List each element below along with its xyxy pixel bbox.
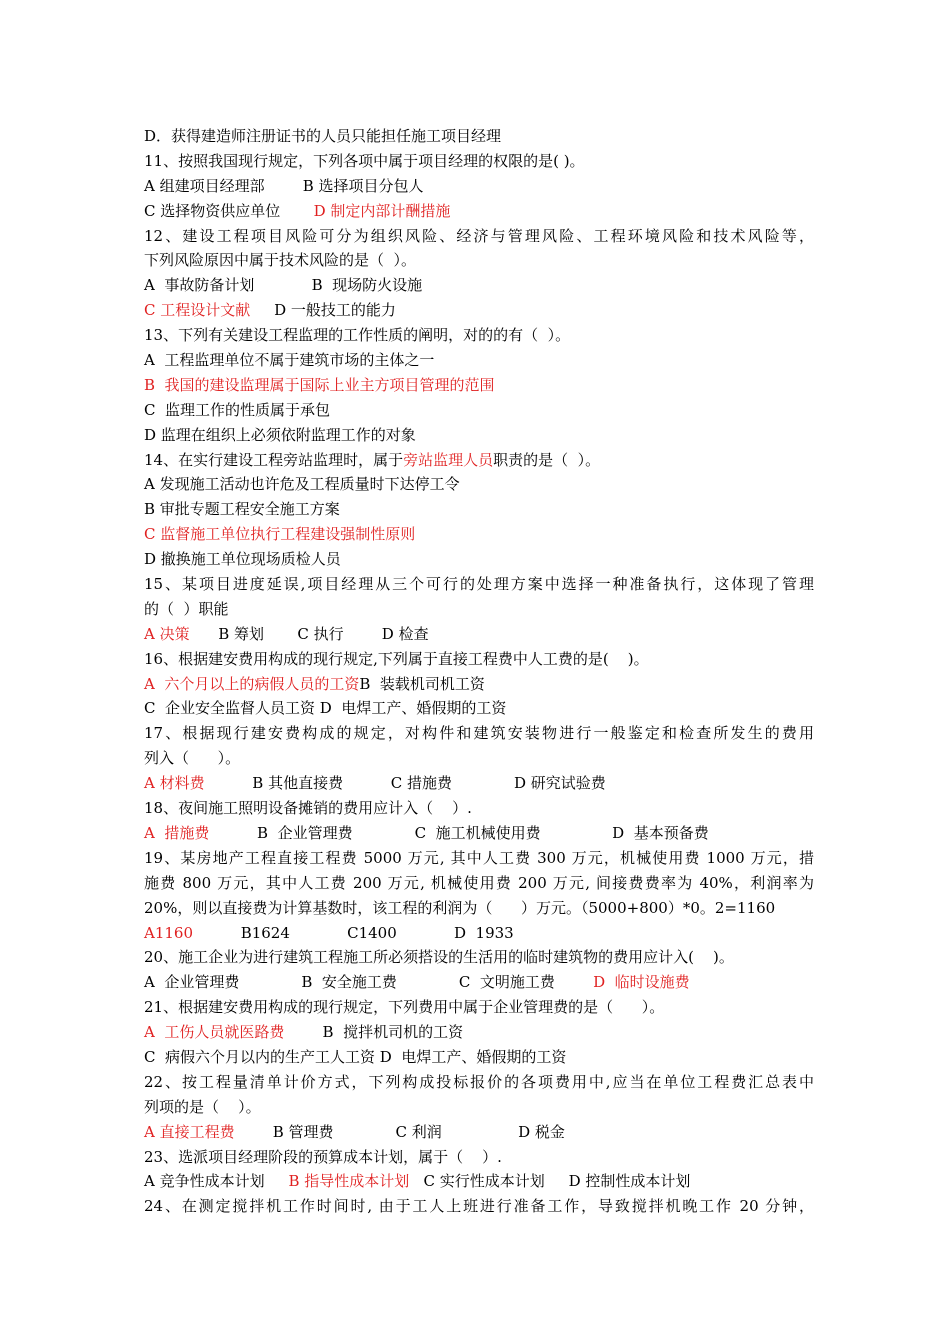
text-segment: 18、夜间施工照明设备摊销的费用应计入（ ）.: [144, 799, 472, 818]
text-segment: 19、某房地产工程直接工程费 5000 万元, 其中人工费 300 万元，机械使用费 1000 万元，措: [144, 848, 814, 867]
text-line: [144, 1045, 814, 1070]
text-line: [144, 1145, 814, 1170]
text-line: [144, 970, 814, 995]
text-line: [144, 1095, 814, 1120]
text-segment: D．获得建造师注册证书的人员只能担任施工项目经理: [144, 127, 502, 145]
text-line: [144, 224, 814, 249]
text-segment: A 企业管理费 B 安全施工费 C 文明施工费: [144, 973, 594, 992]
text-segment: A 竞争性成本计划: [144, 1172, 289, 1191]
answer-text: C: [144, 525, 161, 544]
text-segment: A 发现施工活动也许危及工程质量时下达停工令: [144, 475, 460, 494]
text-line: [144, 896, 814, 921]
answer-text: A 六个月以上的病假人员的工资: [144, 674, 360, 693]
text-segment: B 企业管理费 C 施工机械使用费 D 基本预备费: [209, 823, 709, 842]
text-line: [144, 547, 814, 572]
answer-text: A 材料费: [144, 774, 205, 793]
text-line: [144, 423, 814, 448]
text-line: [144, 672, 814, 697]
answer-text: B 指导性成本计划: [288, 1172, 410, 1191]
text-segment: 列项的是（ ）。: [144, 1097, 261, 1116]
text-segment: 22、按工程量清单计价方式，下列构成投标报价的各项费用中,应当在单位工程费汇总表中: [144, 1072, 814, 1091]
text-segment: B 管理费 C 利润 D 税金: [234, 1122, 565, 1141]
text-line: [144, 1120, 814, 1145]
text-segment: 20%，则以直接费为计算基数时，该工程的利润为（ ）万元。（5000+800）*0。2=1160: [144, 898, 776, 917]
text-segment: B 审批专题工程安全施工方案: [144, 500, 340, 519]
text-segment: C 选择物资供应单位: [144, 201, 314, 220]
text-line: [144, 821, 814, 846]
text-line: [144, 721, 814, 746]
answer-text: A 直接工程费: [144, 1122, 235, 1141]
text-line: [144, 124, 814, 149]
text-line: [144, 448, 814, 473]
text-line: [144, 572, 814, 597]
text-line: [144, 522, 814, 547]
text-line: [144, 696, 814, 721]
text-segment: D 撤换施工单位现场质检人员: [144, 550, 341, 569]
text-line: [144, 945, 814, 970]
text-line: [144, 995, 814, 1020]
text-segment: 施费 800 万元，其中人工费 200 万元, 机械使用费 200 万元, 间接费费率为 40%，利润率为: [144, 873, 814, 892]
text-segment: 14、在实行建设工程旁站监理时，属于: [144, 450, 404, 469]
answer-text: C 工程设计文献: [144, 301, 251, 320]
text-segment: 23、选派项目经理阶段的预算成本计划，属于（ ）.: [144, 1147, 502, 1166]
text-segment: B 装载机司机工资: [359, 674, 485, 693]
text-line: [144, 199, 814, 224]
text-segment: 17、根据现行建安费构成的规定，对构件和建筑安装物进行一般鉴定和检查所发生的费用: [144, 724, 814, 743]
text-segment: A 事故防备计划 B 现场防火设施: [144, 276, 423, 295]
text-line: [144, 622, 814, 647]
text-segment: 的（ ）职能: [144, 599, 229, 618]
answer-text: B 我国的建设监理属于国际上业主方项目管理的范围: [144, 375, 495, 394]
text-segment: 20、施工企业为进行建筑工程施工所必须搭设的生活用的临时建筑物的费用应计入( )。: [144, 948, 734, 967]
answer-text: D 制定内部计酬措施: [313, 201, 451, 220]
text-segment: 11、按照我国现行规定，下列各项中属于项目经理的权限的是( )。: [144, 151, 585, 170]
text-segment: 21、根据建安费用构成的现行规定，下列费用中属于企业管理费的是（ ）。: [144, 998, 665, 1017]
answer-text: A 决策: [144, 624, 190, 643]
text-segment: A 工程监理单位不属于建筑市场的主体之一: [144, 351, 435, 370]
text-segment: B 搅拌机司机的工资: [284, 1023, 464, 1042]
text-line: [144, 174, 814, 199]
answer-text: 监督施工单位执行工程建设强制性原则: [160, 525, 416, 544]
text-segment: B1624 C1400 D 1933: [193, 923, 514, 942]
text-segment: 16、根据建安费用构成的现行规定,下列属于直接工程费中人工费的是( )。: [144, 649, 649, 668]
answer-text: 旁站监理人员: [403, 450, 494, 469]
answer-text: A1160: [144, 923, 194, 942]
text-line: [144, 497, 814, 522]
text-segment: B 其他直接费 C 措施费 D 研究试验费: [204, 774, 606, 793]
text-segment: D 一般技工的能力: [250, 301, 396, 320]
text-line: [144, 1070, 814, 1095]
text-segment: 15、某项目进度延误,项目经理从三个可行的处理方案中选择一种准备执行，这体现了管理: [144, 575, 814, 594]
text-line: [144, 1020, 814, 1045]
text-segment: 职责的是（ ）。: [493, 450, 601, 469]
text-segment: A 组建项目经理部 B 选择项目分包人: [144, 176, 424, 195]
text-line: [144, 149, 814, 174]
text-line: [144, 597, 814, 622]
text-segment: 下列风险原因中属于技术风险的是（ ）。: [144, 251, 417, 270]
text-segment: 列入（ ）。: [144, 749, 241, 768]
text-line: [144, 273, 814, 298]
text-line: [144, 472, 814, 497]
text-line: [144, 796, 814, 821]
text-line: [144, 1169, 814, 1194]
text-segment: C 监理工作的性质属于承包: [144, 400, 331, 419]
answer-text: D 临时设施费: [593, 973, 690, 992]
text-segment: C 企业安全监督人员工资 D 电焊工产、婚假期的工资: [144, 699, 507, 718]
text-line: [144, 298, 814, 323]
answer-text: A 工伤人员就医路费: [144, 1023, 285, 1042]
text-line: [144, 846, 814, 871]
text-line: [144, 921, 814, 946]
text-line: [144, 348, 814, 373]
text-segment: C 病假六个月以内的生产工人工资 D 电焊工产、婚假期的工资: [144, 1047, 567, 1066]
text-line: [144, 871, 814, 896]
text-line: [144, 398, 814, 423]
answer-text: A 措施费: [144, 823, 210, 842]
text-segment: 12、建设工程项目风险可分为组织风险、经济与管理风险、工程环境风险和技术风险等，: [144, 226, 814, 245]
text-line: [144, 323, 814, 348]
text-segment: C 实行性成本计划 D 控制性成本计划: [409, 1172, 691, 1191]
text-line: [144, 746, 814, 771]
text-line: [144, 1194, 814, 1219]
text-segment: 24、在测定搅拌机工作时间时, 由于工人上班进行准备工作，导致搅拌机晚工作 20 分钟，: [144, 1197, 814, 1216]
text-line: [144, 647, 814, 672]
text-line: [144, 248, 814, 273]
text-line: [144, 771, 814, 796]
text-segment: B 筹划 C 执行 D 检查: [189, 624, 429, 643]
text-segment: D 监理在组织上必须依附监理工作的对象: [144, 425, 416, 444]
document-body: [144, 124, 814, 1219]
text-segment: 13、下列有关建设工程监理的工作性质的阐明，对的的有（ ）。: [144, 326, 571, 345]
text-line: [144, 373, 814, 398]
